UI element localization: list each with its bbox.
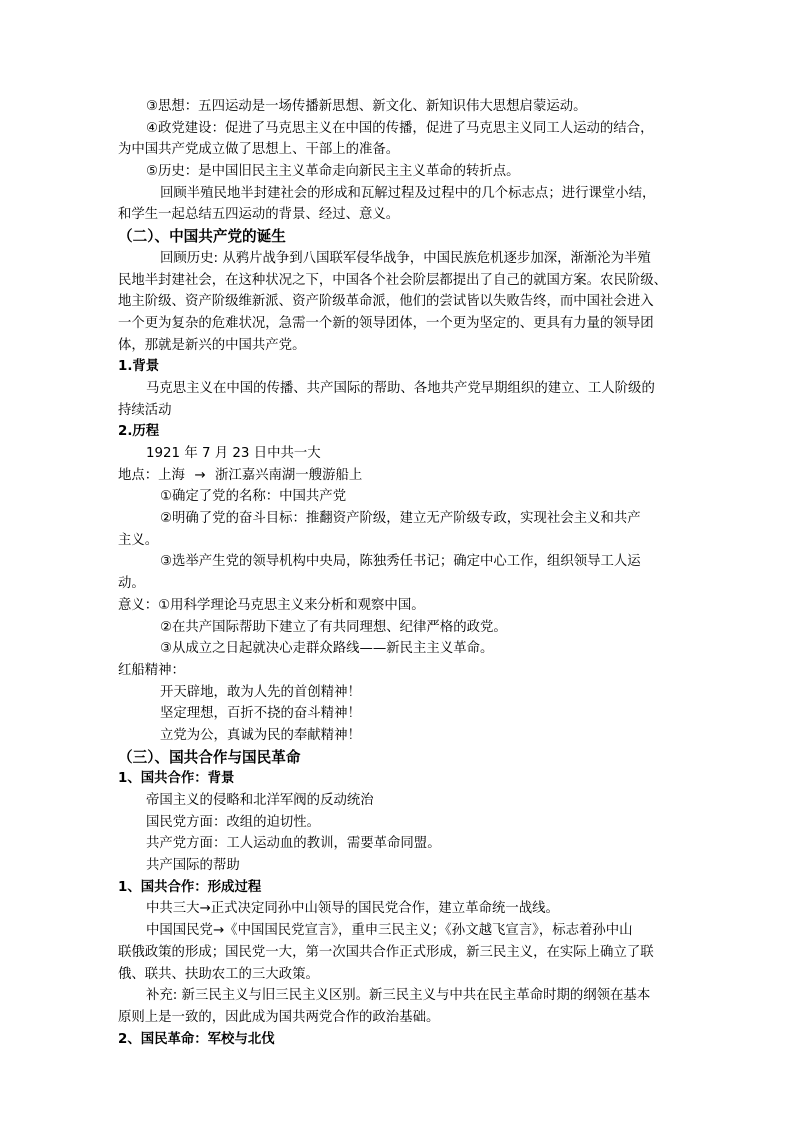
text-line: 马克思主义在中国的传播、共产国际的帮助、各地共产党早期组织的建立、工人阶级的 [146, 380, 655, 396]
text-line: 体，那就是新兴的中国共产党。 [118, 337, 306, 353]
subheading-background: 1.背景 [118, 359, 160, 375]
text-line: 中共三大→正式决定同孙中山领导的国民党合作，建立革命统一战线。 [146, 901, 559, 917]
text-line: 中国国民党→《中国国民党宣言》，重申三民主义；《孙文越飞宣言》，标志着孙中山 [146, 923, 633, 939]
text-line: ③思想：五四运动是一场传播新思想、新文化、新知识伟大思想启蒙运动。 [146, 99, 587, 114]
text-line: 开天辟地，敢为人先的首创精神！ [160, 684, 361, 700]
text-line: ②明确了党的奋斗目标：推翻资产阶级，建立无产阶级专政，实现社会主义和共产 [160, 511, 641, 527]
text-line: 坚定理想，百折不挠的奋斗精神！ [160, 706, 361, 722]
section-heading-3: （三）、国共合作与国民革命 [118, 748, 301, 766]
location-line [118, 465, 678, 487]
text-line: 意义：①用科学理论马克思主义来分析和观察中国。 [118, 597, 425, 613]
text-line: 原则上是一致的，因此成为国共两党合作的政治基础。 [118, 1009, 440, 1025]
document-page [118, 96, 678, 1050]
text-line: 国民党方面：改组的迫切性。 [146, 814, 321, 830]
location-label: 地点：上海 [118, 467, 185, 483]
text-line: 红船精神： [118, 662, 185, 678]
text-line: 回顾历史: 从鸦片战争到八国联军侵华战争，中国民族危机逐步加深，渐渐沦为半殖 [160, 250, 651, 266]
text-line: 和学生一起总结五四运动的背景、经过、意义。 [118, 207, 400, 223]
text-line: 共产党方面：工人运动血的教训，需要革命同盟。 [146, 836, 441, 852]
text-line: ⑤历史：是中国旧民主主义革命走向新民主主义革命的转折点。 [146, 164, 520, 180]
text-line: 为中国共产党成立做了思想上、干部上的准备。 [118, 142, 400, 158]
text-line: ④政党建设：促进了马克思主义在中国的传播，促进了马克思主义同工人运动的结合， [146, 120, 654, 136]
subheading-course: 2.历程 [118, 424, 160, 440]
location-destination: 浙江嘉兴南湖一艘游船上 [214, 467, 363, 483]
text-line: 民地半封建社会，在这种状况之下，中国各个社会阶层都提出了自己的就国方案。农民阶级、 [118, 272, 668, 288]
text-line: 动。 [118, 576, 145, 592]
text-line: 1921 年 7 月 23 日中共一大 [146, 446, 321, 461]
text-line: 地主阶级、资产阶级维新派、资产阶级革命派，他们的尝试皆以失败告终，而中国社会进入 [118, 294, 654, 310]
text-line: 补充: 新三民主义与旧三民主义区别。新三民主义与中共在民主革命时期的纲领在基本 [146, 988, 651, 1004]
text-line: 帝国主义的侵略和北洋军阀的反动统治 [146, 793, 374, 808]
text-line: 共产国际的帮助 [146, 858, 240, 874]
text-line: ③从成立之日起就决心走群众路线——新民主主义革命。 [160, 641, 494, 657]
text-line: 主义。 [118, 532, 159, 548]
subheading-national-revolution: 2、国民革命：军校与北伐 [118, 1031, 275, 1047]
text-line: 联俄政策的形成；国民党一大，第一次国共合作正式形成，新三民主义，在实际上确立了联 [118, 944, 654, 960]
text-line: 回顾半殖民地半封建社会的形成和瓦解过程及过程中的几个标志点；进行课堂小结， [160, 185, 656, 201]
text-line: ①确定了党的名称：中国共产党 [160, 489, 347, 505]
text-line: 立党为公，真诚为民的奉献精神！ [160, 727, 361, 743]
text-line: ②在共产国际帮助下建立了有共同理想、纪律严格的政党。 [160, 619, 507, 635]
text-line: 持续活动 [118, 402, 172, 418]
text-line: 俄、联共、扶助农工的三大政策。 [118, 966, 319, 982]
text-line: 一个更为复杂的危难状况，急需一个新的领导团体，一个更为坚定的、更具有力量的领导团 [118, 315, 654, 331]
subheading-cooperation-formation: 1、国共合作：形成过程 [118, 879, 262, 895]
right-arrow-icon: → [194, 467, 206, 483]
subheading-cooperation-background: 1、国共合作：背景 [118, 771, 235, 787]
text-line: ③选举产生党的领导机构中央局，陈独秀任书记；确定中心工作，组织领导工人运 [160, 554, 641, 570]
section-heading-2: （二）、中国共产党的诞生 [118, 228, 286, 246]
